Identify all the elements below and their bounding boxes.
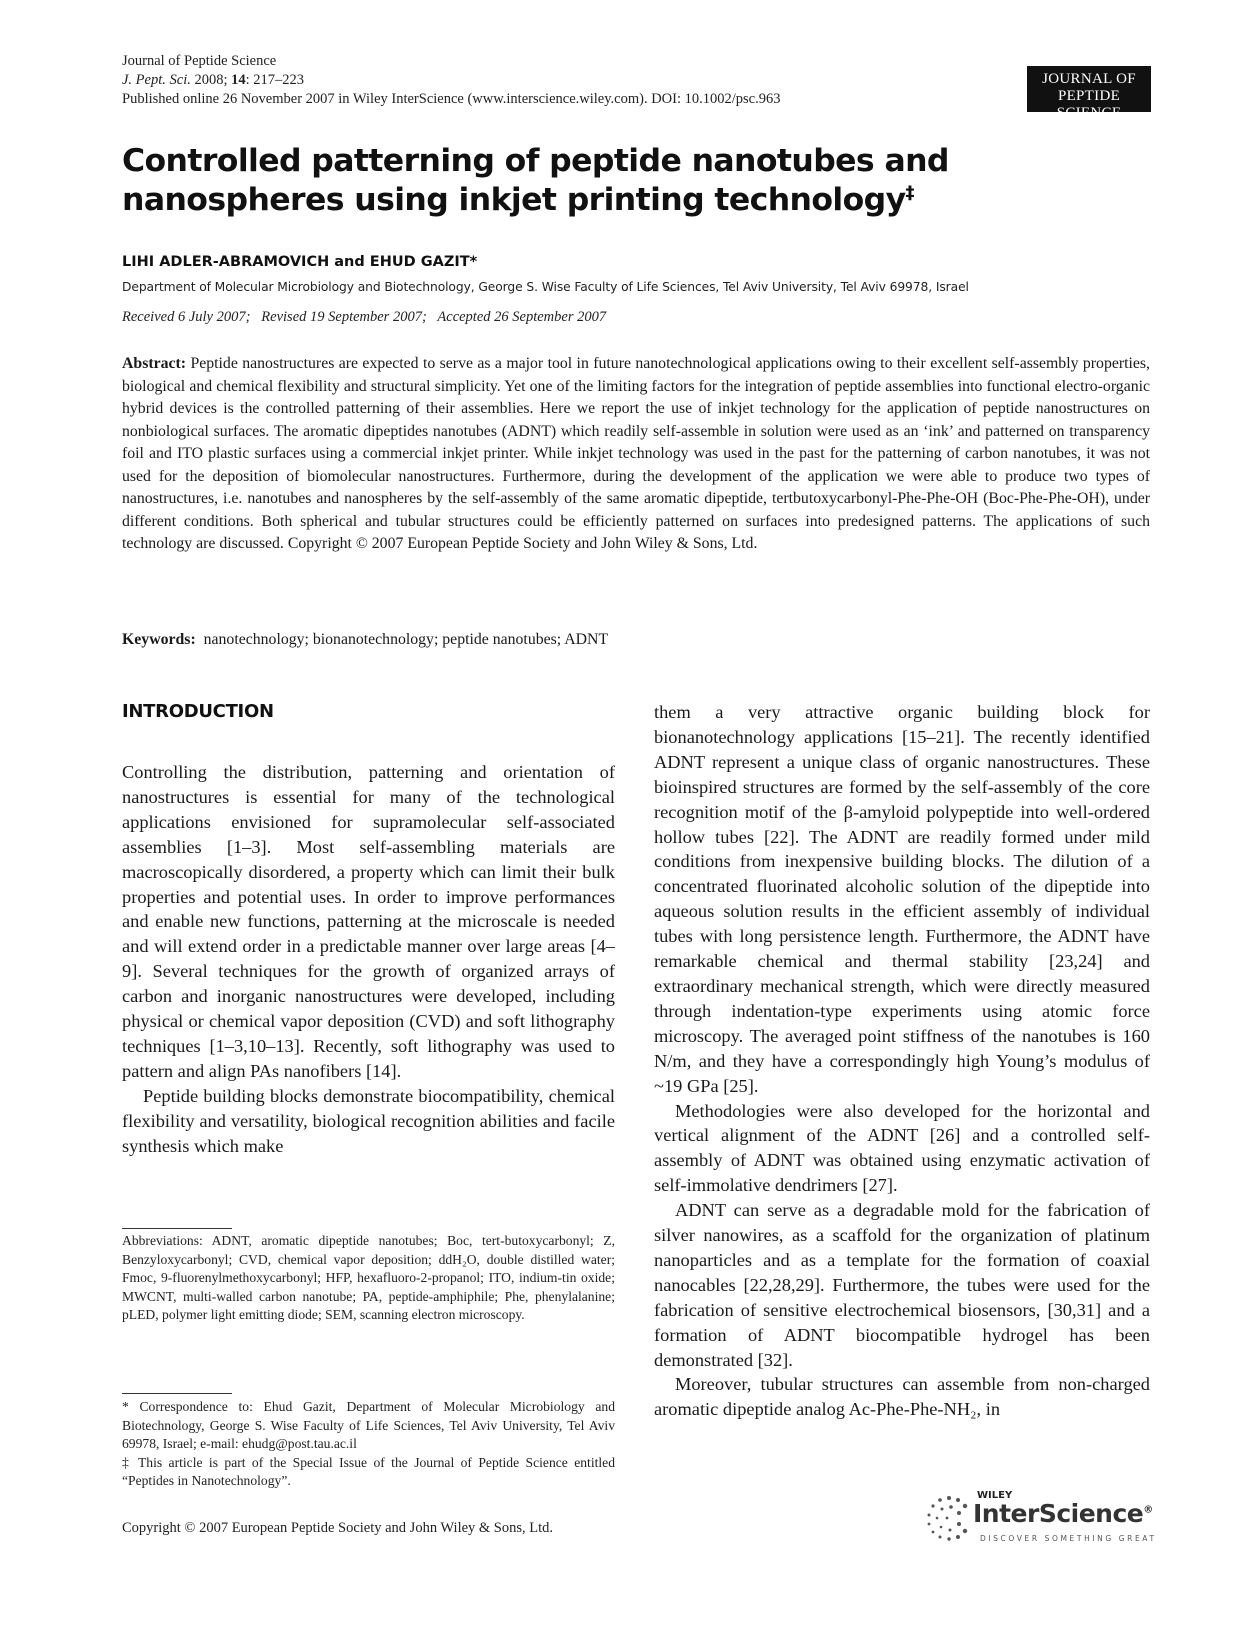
dotted-globe-icon [925, 1494, 973, 1542]
citation-pages: : 217–223 [245, 72, 305, 88]
journal-logo-line2: PEPTIDE SCIENCE [1056, 88, 1122, 121]
title-footnote-mark: ‡ [905, 182, 914, 204]
submission-dates: Received 6 July 2007; Revised 19 September 2007; Accepted 26 September 2007 [122, 309, 607, 325]
body-paragraph: them a very attractive organic building block for bionanotechnology applications [15–21]. The recently identified ADNT represent a unique class of organic nanostructures. These bioinspired structures are formed by the self-assembly of the core recognition motif of the β-amyloid polypeptide into well-ordered hollow tubes [22]. The ADNT are readily formed under mild conditions from inexpensive building blocks. The dilution of a concentrated fluorinated alcoholic solution of the dipeptide into aqueous solution results in the efficient assembly of individual tubes with long persistence length. Furthermore, the ADNT have remarkable chemical and thermal stability [23,24] and extraordinary mechanical strength, which were directly measured through indentation-type experiments using atomic force microscopy. The averaged point stiffness of the nanotubes is 160 N/m, and they have a correspondingly high Young’s modulus of ~19 GPa [25]. [654, 702, 1150, 1096]
citation-line [122, 71, 780, 90]
journal-logo-line1: JOURNAL OF [1042, 71, 1136, 87]
wiley-wordmark: WILEY [977, 1490, 1013, 1501]
page-copyright: Copyright © 2007 European Peptide Society and John Wiley & Sons, Ltd. [122, 1520, 554, 1536]
interscience-wordmark [973, 1499, 1153, 1528]
body-paragraph: Methodologies were also developed for the horizontal and vertical alignment of the ADNT [26] and a controlled self-assembly of ADNT was obtained using enzymatic activation of self-immolative dendrimers [27]. [654, 1100, 1150, 1196]
correspondence-footnotes [122, 1398, 615, 1491]
abstract-text: Peptide nanostructures are expected to serve as a major tool in future nanotechnological applications owing to their excellent self-assembly properties, biological and chemical flexibility and structural simplicity. Yet one of the limiting factors for the integration of peptide assemblies into functional electro-organic hybrid devices is the controlled patterning of their assemblies. Here we report the use of inkjet technology for the application of peptide nanostructures on nonbiological surfaces. The aromatic dipeptides nanotubes (ADNT) which readily self-assemble in solution were used as an ‘ink’ and patterned on transparency foil and ITO plastic surfaces using a commercial inkjet printer. While inkjet technology was used in the past for the patterning of carbon nanotubes, it was not used for the deposition of biomolecular nanostructures. Furthermore, during the development of the application we were able to produce two types of nanostructures, i.e. nanotubes and nanospheres by the self-assembly of the same aromatic dipeptide, tertbutoxycarbonyl-Phe-Phe-OH (Boc-Phe-Phe-OH), under different conditions. Both spherical and tubular structures could be efficiently patterned on surfaces into predesigned patterns. The applications of such technology are discussed. Copyright © 2007 European Peptide Society and John Wiley & Sons, Ltd. [122, 355, 1150, 552]
special-issue-text: ‡ This article is part of the Special Issue of the Journal of Peptide Science entitled “Peptides in Nanotechnology”. [122, 1454, 615, 1489]
author-list: LIHI ADLER-ABRAMOVICH and EHUD GAZIT* [122, 254, 478, 270]
keywords [122, 631, 608, 649]
body-paragraph: Moreover, tubular structures can assemble from non-charged aromatic dipeptide analog Ac-Phe-Phe-NH₂, in [654, 1374, 1150, 1420]
abbreviations-footnote [122, 1232, 615, 1325]
published-line: Published online 26 November 2007 in Wiley InterScience (www.interscience.wiley.com). DOI: 10.1002/psc.963 [122, 91, 781, 107]
registered-mark: ® [1143, 1504, 1153, 1516]
journal-logo [1027, 66, 1151, 121]
left-column [122, 760, 615, 1159]
right-column [654, 700, 1150, 1422]
author-affiliation: Department of Molecular Microbiology and Biotechnology, George S. Wise Faculty of Life Sciences, Tel Aviv University, Tel Aviv 69978, Israel [122, 280, 969, 294]
keywords-label: Keywords: [122, 631, 196, 648]
article-title-text: Controlled patterning of peptide nanotubes and nanospheres using inkjet printing technology [122, 143, 949, 218]
article-title [122, 142, 1122, 220]
wiley-interscience-logo [925, 1490, 1157, 1562]
correspondence-text: * Correspondence to: Ehud Gazit, Department of Molecular Microbiology and Biotechnology, George S. Wise Faculty of Life Sciences, Tel Aviv University, Tel Aviv 69978, Israel; e-mail: ehudg@post.tau.ac.il [122, 1399, 615, 1452]
citation-abbrev: J. Pept. Sci. [122, 72, 191, 88]
citation-year: 2008; [194, 72, 228, 88]
citation-volume: 14 [231, 72, 246, 88]
journal-name: Journal of Peptide Science [122, 53, 277, 69]
body-paragraph: ADNT can serve as a degradable mold for the fabrication of silver nanowires, as a scaffold for the organization of platinum nanoparticles and as a template for the formation of coaxial nanocables [22,28,29]. Furthermore, the tubes were used for the fabrication of sensitive electrochemical biosensors, [30,31] and a formation of ADNT biocompatible hydrogel has been demonstrated [32]. [654, 1200, 1150, 1370]
footnote-divider [122, 1228, 232, 1229]
interscience-tagline: DISCOVER SOMETHING GREAT [980, 1534, 1157, 1543]
section-heading-introduction: INTRODUCTION [122, 701, 274, 722]
keywords-text: nanotechnology; bionanotechnology; peptide nanotubes; ADNT [203, 631, 609, 648]
body-paragraph: Controlling the distribution, patterning and orientation of nanostructures is essential for many of the technological applications envisioned for supramolecular self-associated assemblies [1–3]. Most self-assembling materials are macroscopically disordered, a property which can limit their bulk properties and potential uses. In order to improve performances and enable new functions, patterning at the microscale is needed and will extend order in a predictable manner over large areas [4–9]. Several techniques for the growth of organized arrays of carbon and inorganic nanostructures were developed, including physical or chemical vapor deposition (CVD) and soft lithography techniques [1–3,10–13]. Recently, soft lithography was used to pattern and align PAs nanofibers [14]. [122, 762, 615, 1081]
abstract-label: Abstract: [122, 355, 187, 372]
interscience-text: InterScience [973, 1499, 1144, 1528]
abbreviations-text: Abbreviations: ADNT, aromatic dipeptide nanotubes; Boc, tert-butoxycarbonyl; Z, Benzyloxycarbonyl; CVD, chemical vapor deposition; ddH₂O, double distilled water; Fmoc, 9-fluorenylmethoxycarbonyl; HFP, hexafluoro-2-propanol; ITO, indium-tin oxide; MWCNT, multi-walled carbon nanotube; PA, peptide-amphiphile; Phe, phenylalanine; pLED, polymer light emitting diode; SEM, scanning electron microscopy. [122, 1233, 615, 1323]
footnote-divider [122, 1393, 232, 1394]
abstract [122, 353, 1150, 556]
journal-header [122, 52, 780, 109]
body-paragraph: Peptide building blocks demonstrate biocompatibility, chemical flexibility and versatility, biological recognition abilities and facile synthesis which make [122, 1085, 615, 1156]
